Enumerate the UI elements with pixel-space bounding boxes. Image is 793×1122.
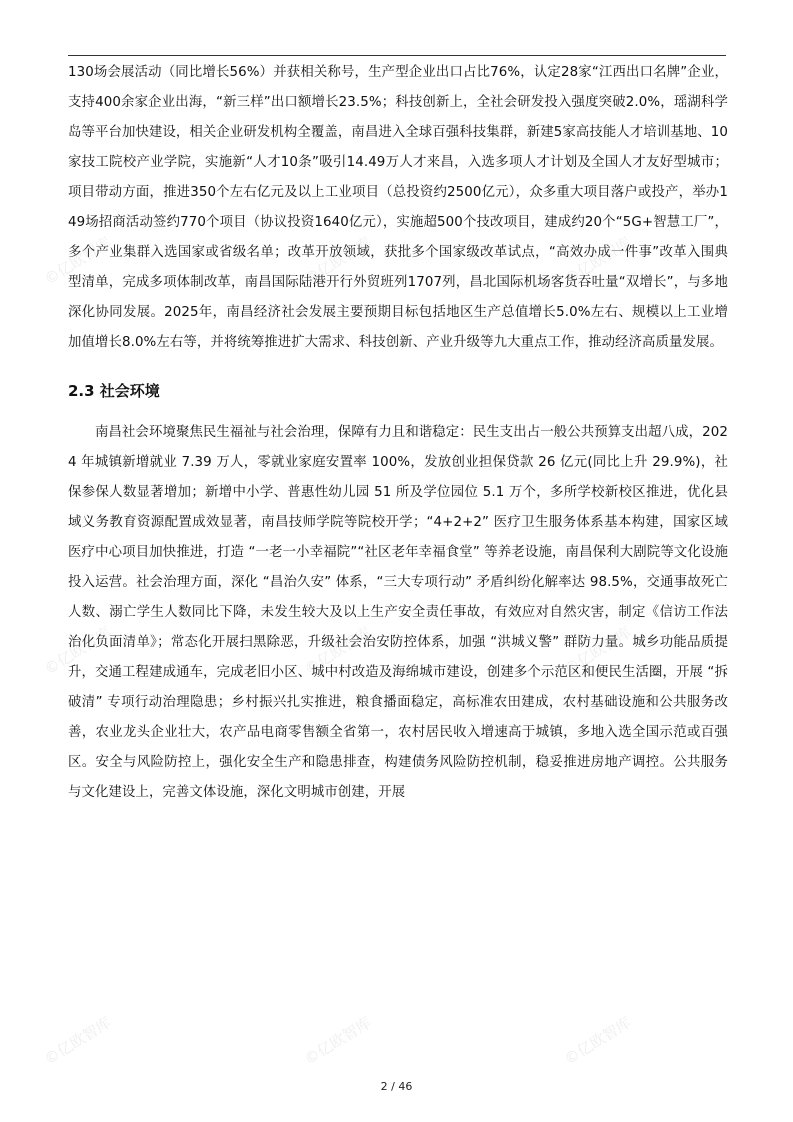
watermark: ©亿欧智库 bbox=[301, 1013, 375, 1069]
watermark: ©亿欧智库 bbox=[41, 233, 115, 289]
paragraph-economy-continued: 130场会展活动（同比增长56%）并获相关称号，生产型企业出口占比76%，认定28家“江西出口名牌”企业，支持400余家企业出海，“新三样”出口额增长23.5%；科技创新上，全社会研发投入强度突破2.0%，瑶湖科学岛等平台加快建设，相关企业研发机构全覆盖，南昌进入全球百强科技集群，新建5家高技能人才培训基地、10家技工院校产业学院，实施新“人才10条”吸引14.49万人才来昌，入选多项人才计划及全国人才友好型城市；项目带动方面，推进350个左右亿元及以上工业项目（总投资约2500亿元），众多重大项目落户或投产，举办149场招商活动签约770个项目（协议投资1640亿元），实施超500个技改项目，建成约20个“5G+智慧工厂”，多个产业集群入选国家或省级名单；改革开放领域，获批多个国家级改革试点，“高效办成一件事”改革入围典型清单，完成多项体制改革，南昌国际陆港开行外贸班列1707列，昌北国际机场客货吞吐量“双增长”，与多地深化协同发展。2025年，南昌经济社会发展主要预期目标包括地区生产总值增长5.0%左右、规模以上工业增加值增长8.0%左右等，并将统筹推进扩大需求、科技创新、产业升级等九大重点工作，推动经济高质量发展。 bbox=[68, 65, 728, 350]
watermark: ©亿欧智库 bbox=[301, 623, 375, 679]
watermark: ©亿欧智库 bbox=[561, 233, 635, 289]
watermark: ©亿欧智库 bbox=[301, 233, 375, 289]
section-heading-social-environment: 2.3 社会环境 bbox=[68, 382, 160, 400]
header-rule bbox=[68, 55, 726, 56]
watermark: ©亿欧智库 bbox=[41, 1013, 115, 1069]
page-number: 2 / 46 bbox=[380, 1080, 413, 1093]
watermark: ©亿欧智库 bbox=[561, 623, 635, 679]
watermark: ©亿欧智库 bbox=[561, 1013, 635, 1069]
paragraph-social-environment: 南昌社会环境聚焦民生福祉与社会治理，保障有力且和谐稳定：民生支出占一般公共预算支出超八成，2024 年城镇新增就业 7.39 万人，零就业家庭安置率 100%，发放创业担保贷款 26 亿元(同比上升 29.9%)，社保参保人数显著增加；新增中小学、普惠性幼儿园 51 所及学位园位 5.1 万个，多所学校新校区推进，优化县域义务教育资源配置成效显著，南昌技师学院等院校开学；“4+2+2” 医疗卫生服务体系基本构建，国家区域医疗中心项目加快推进，打造 “一老一小幸福院”“社区老年幸福食堂” 等养老设施，南昌保利大剧院等文化设施投入运营。社会治理方面，深化 “昌治久安” 体系，“三大专项行动” 矛盾纠纷化解率达 98.5%，交通事故死亡人数、溺亡学生人数同比下降，未发生较大及以上生产安全责任事故，有效应对自然灾害，制定《信访工作法治化负面清单》；常态化开展扫黑除恶，升级社会治安防控体系，加强 “洪城义警” 群防力量。城乡功能品质提升，交通工程建成通车，完成老旧小区、城中村改造及海绵城市建设，创建多个示范区和便民生活圈，开展 “拆破清” 专项行动治理隐患；乡村振兴扎实推进，粮食播面稳定，高标准农田建成，农村基础设施和公共服务改善，农业龙头企业壮大，农产品电商零售额全省第一，农村居民收入增速高于城镇，多地入选全国示范或百强区。安全与风险防控上，强化安全生产和隐患排查，构建债务风险防控机制，稳妥推进房地产调控。公共服务与文化建设上，完善文体设施，深化文明城市创建，开展 bbox=[68, 425, 728, 800]
watermark: ©亿欧智库 bbox=[41, 623, 115, 679]
document-body bbox=[68, 58, 728, 808]
